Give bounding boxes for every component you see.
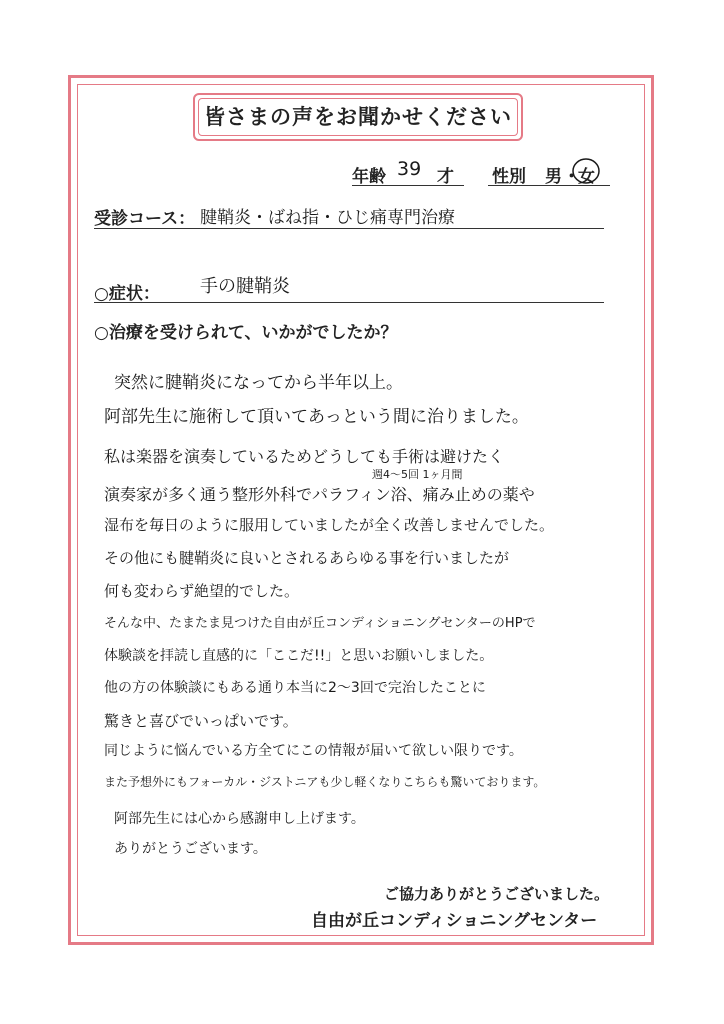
gender-female: 女 [578,167,595,187]
answer-line: ありがとうございます。 [114,841,267,857]
footer-thanks: ご協力ありがとうございました。 [384,885,610,903]
answer-line: 演奏家が多く通う整形外科でパラフィン浴、痛み止めの薬や [104,485,535,504]
answer-line: 他の方の体験談にもある通り本当に2〜3回で完治したことに [104,680,486,696]
answer-line: 湿布を毎日のように服用していましたが全く改善しませんでした。 [104,516,555,534]
age-unit: 才 [437,167,454,187]
question-label: ○治療を受けられて、いかがでしたか？ [94,323,398,343]
answer-line: 私は楽器を演奏しているためどうしても手術は避けたく [104,447,505,466]
answer-line: そんな中、たまたま見つけた自由が丘コンディショニングセンターのHPで [104,616,536,631]
course-label: 受診コース： [94,209,196,229]
symptom-underline [94,302,604,303]
age-label: 年齢 [352,167,386,187]
symptom-value: 手の腱鞘炎 [200,276,290,297]
answer-line: 阿部先生には心から感謝申し上げます。 [114,811,365,827]
answer-line: 阿部先生に施術して頂いてあっという間に治りました。 [104,407,529,427]
answer-line: 体験談を拝読し直感的に「ここだ!!」と思いお願いしました。 [104,648,494,664]
age-underline [352,185,464,186]
answer-line: その他にも腱鞘炎に良いとされるあらゆる事を行いましたが [104,549,510,567]
gender-underline [488,185,610,186]
gender-label: 性別 [492,167,526,187]
age-value: 39 [397,158,422,180]
course-underline [94,228,604,229]
frequency-note: 週4〜5回 1ヶ月間 [372,468,463,481]
form-title: 皆さまの声をお聞かせください [204,105,512,129]
answer-line: また予想外にもフォーカル・ジストニアも少し軽くなりこちらも驚いております。 [104,775,546,789]
gender-male: 男 [545,167,562,187]
footer-center-name: 自由が丘コンディショニングセンター [311,911,598,931]
answer-line: 突然に腱鞘炎になってから半年以上。 [114,373,403,393]
answer-line: 同じように悩んでいる方全てにこの情報が届いて欲しい限りです。 [104,743,523,759]
symptom-label: ○症状： [94,284,160,304]
answer-line: 何も変わらず絶望的でした。 [104,582,300,600]
course-value: 腱鞘炎・ばね指・ひじ痛専門治療 [200,208,455,228]
gender-separator: ・ [563,167,580,187]
gender-circle-mark [570,157,600,185]
answer-line: 驚きと喜びでいっぱいです。 [104,712,298,730]
